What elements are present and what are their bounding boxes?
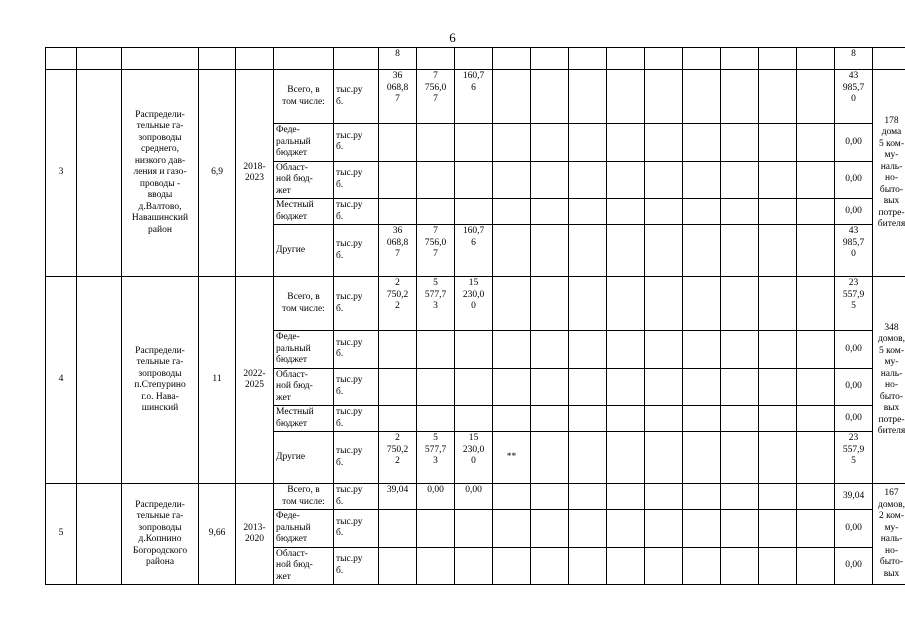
empty-year-cell (607, 124, 645, 162)
project-name: Распредели- тельные га- зопроводы п.Степурино г.о. Нава- шинский (122, 277, 199, 484)
total-cell: 23 557,9 5 (835, 432, 873, 484)
empty-year-cell (569, 277, 607, 331)
empty-year-cell (645, 510, 683, 548)
project-number: 4 (46, 277, 77, 484)
empty-year-cell (721, 331, 759, 369)
value-v1: 2 750,2 2 (379, 277, 417, 331)
empty-year-cell (569, 510, 607, 548)
value-v3 (455, 124, 493, 162)
value-v1 (379, 368, 417, 406)
empty-year-cell (531, 368, 569, 406)
funding-source: Феде- ральный бюджет (274, 331, 334, 369)
note-cell (493, 277, 531, 331)
empty-year-cell (531, 331, 569, 369)
empty-year-cell (607, 406, 645, 432)
empty-year-cell (531, 547, 569, 585)
empty-year-cell (607, 331, 645, 369)
value-v3 (455, 331, 493, 369)
empty-year-cell (759, 510, 797, 548)
empty-year-cell (645, 70, 683, 124)
value-v3: 160,7 6 (455, 225, 493, 277)
header-cell-col8: 8 (379, 48, 417, 70)
project-4-row-0 (46, 277, 905, 331)
empty-year-cell (797, 124, 835, 162)
empty-year-cell (721, 406, 759, 432)
empty-year-cell (607, 199, 645, 225)
empty-year-cell (645, 199, 683, 225)
note-cell (493, 331, 531, 369)
total-cell: 0,00 (835, 331, 873, 369)
note-cell (493, 547, 531, 585)
header-cell (759, 48, 797, 70)
empty-year-cell (797, 225, 835, 277)
empty-year-cell (721, 199, 759, 225)
header-cell (77, 48, 122, 70)
empty-year-cell (531, 484, 569, 510)
empty-year-cell (569, 432, 607, 484)
total-cell: 43 985,7 0 (835, 70, 873, 124)
empty-year-cell (607, 70, 645, 124)
value-v2 (417, 547, 455, 585)
funding-source: Всего, в том числе: (274, 70, 334, 124)
empty-year-cell (607, 368, 645, 406)
funding-source: Местный бюджет (274, 406, 334, 432)
total-cell: 0,00 (835, 368, 873, 406)
value-v1 (379, 124, 417, 162)
value-v2 (417, 161, 455, 199)
empty-year-cell (645, 432, 683, 484)
empty-year-cell (607, 510, 645, 548)
note-cell (493, 161, 531, 199)
unit: тыс.ру б. (334, 432, 379, 484)
funding-source: Феде- ральный бюджет (274, 124, 334, 162)
empty-year-cell (683, 484, 721, 510)
value-v3 (455, 547, 493, 585)
empty-year-cell (531, 161, 569, 199)
empty-cell (77, 484, 122, 585)
value-v1 (379, 331, 417, 369)
total-cell: 0,00 (835, 199, 873, 225)
empty-year-cell (645, 161, 683, 199)
note-cell (493, 406, 531, 432)
empty-year-cell (797, 368, 835, 406)
empty-year-cell (721, 124, 759, 162)
empty-year-cell (759, 277, 797, 331)
header-cell (455, 48, 493, 70)
empty-cell (77, 277, 122, 484)
empty-year-cell (645, 331, 683, 369)
empty-year-cell (645, 484, 683, 510)
empty-year-cell (683, 199, 721, 225)
empty-year-cell (797, 547, 835, 585)
header-cell (645, 48, 683, 70)
value-v2 (417, 368, 455, 406)
value-v2 (417, 199, 455, 225)
value-v2 (417, 406, 455, 432)
empty-year-cell (645, 225, 683, 277)
empty-year-cell (569, 199, 607, 225)
funding-source: Област- ной бюд- жет (274, 547, 334, 585)
value-v3: 160,7 6 (455, 70, 493, 124)
funding-source: Феде- ральный бюджет (274, 510, 334, 548)
empty-year-cell (683, 70, 721, 124)
total-cell: 0,00 (835, 510, 873, 548)
empty-year-cell (569, 161, 607, 199)
project-number: 3 (46, 70, 77, 277)
funding-source: Област- ной бюд- жет (274, 161, 334, 199)
header-cell (236, 48, 274, 70)
unit: тыс.ру б. (334, 124, 379, 162)
total-cell: 0,00 (835, 161, 873, 199)
page-number: 6 (449, 30, 456, 45)
note-cell (493, 70, 531, 124)
empty-year-cell (683, 161, 721, 199)
empty-year-cell (683, 225, 721, 277)
project-name: Распредели- тельные га- зопроводы среднего, низкого дав- ления и газо- проводы - вводы д.Валтово, Навашинский район (122, 70, 199, 277)
value-v1 (379, 161, 417, 199)
empty-year-cell (645, 406, 683, 432)
project-name: Распредели- тельные га- зопроводы д.Копнино Богородского района (122, 484, 199, 585)
value-v1: 36 068,8 7 (379, 70, 417, 124)
value-v2: 5 577,7 3 (417, 277, 455, 331)
value-v2: 7 756,0 7 (417, 70, 455, 124)
empty-year-cell (797, 161, 835, 199)
empty-year-cell (645, 124, 683, 162)
empty-year-cell (569, 368, 607, 406)
header-cell (569, 48, 607, 70)
project-result: 178 дома 5 ком- му- наль- но- быто- вых потре- бителя (873, 70, 905, 277)
project-result: 348 домов, 5 ком- му- наль- но- быто- вых потре- бителя (873, 277, 905, 484)
empty-year-cell (683, 124, 721, 162)
project-5-row-0 (46, 484, 905, 510)
empty-year-cell (569, 331, 607, 369)
empty-year-cell (797, 70, 835, 124)
empty-year-cell (759, 331, 797, 369)
unit: тыс.ру б. (334, 368, 379, 406)
project-length: 11 (199, 277, 236, 484)
value-v2: 0,00 (417, 484, 455, 510)
header-cell (274, 48, 334, 70)
empty-year-cell (721, 510, 759, 548)
empty-year-cell (607, 277, 645, 331)
header-cell (417, 48, 455, 70)
header-row (46, 48, 905, 70)
funding-source: Другие (274, 225, 334, 277)
funding-source: Всего, в том числе: (274, 484, 334, 510)
project-years: 2018- 2023 (236, 70, 274, 277)
empty-year-cell (569, 484, 607, 510)
value-v2: 7 756,0 7 (417, 225, 455, 277)
project-length: 9,66 (199, 484, 236, 585)
empty-year-cell (721, 277, 759, 331)
empty-year-cell (797, 432, 835, 484)
project-number: 5 (46, 484, 77, 585)
project-years: 2022- 2025 (236, 277, 274, 484)
value-v1: 39,04 (379, 484, 417, 510)
note-cell: ** (493, 432, 531, 484)
unit: тыс.ру б. (334, 510, 379, 548)
value-v1 (379, 406, 417, 432)
empty-year-cell (721, 547, 759, 585)
funding-source: Другие (274, 432, 334, 484)
unit: тыс.ру б. (334, 225, 379, 277)
empty-year-cell (759, 547, 797, 585)
header-cell (797, 48, 835, 70)
empty-year-cell (569, 406, 607, 432)
project-length: 6,9 (199, 70, 236, 277)
header-cell-total: 8 (835, 48, 873, 70)
value-v3: 15 230,0 0 (455, 432, 493, 484)
total-cell: 43 985,7 0 (835, 225, 873, 277)
unit: тыс.ру б. (334, 406, 379, 432)
header-cell (122, 48, 199, 70)
value-v2 (417, 510, 455, 548)
total-cell: 23 557,9 5 (835, 277, 873, 331)
empty-year-cell (607, 225, 645, 277)
empty-year-cell (683, 406, 721, 432)
header-cell (46, 48, 77, 70)
total-cell: 0,00 (835, 124, 873, 162)
note-cell (493, 484, 531, 510)
header-cell (334, 48, 379, 70)
empty-year-cell (721, 161, 759, 199)
funding-source: Всего, в том числе: (274, 277, 334, 331)
note-cell (493, 199, 531, 225)
header-cell (607, 48, 645, 70)
header-cell (199, 48, 236, 70)
investment-program-table (45, 47, 905, 585)
header-cell (721, 48, 759, 70)
empty-year-cell (797, 199, 835, 225)
value-v2 (417, 124, 455, 162)
empty-year-cell (683, 368, 721, 406)
empty-cell (77, 70, 122, 277)
empty-year-cell (531, 124, 569, 162)
empty-year-cell (759, 124, 797, 162)
project-years: 2013- 2020 (236, 484, 274, 585)
empty-year-cell (531, 510, 569, 548)
value-v1 (379, 510, 417, 548)
empty-year-cell (759, 484, 797, 510)
empty-year-cell (721, 368, 759, 406)
empty-year-cell (569, 70, 607, 124)
value-v3 (455, 406, 493, 432)
empty-year-cell (797, 484, 835, 510)
empty-year-cell (607, 547, 645, 585)
empty-year-cell (721, 432, 759, 484)
value-v3 (455, 161, 493, 199)
value-v3 (455, 510, 493, 548)
unit: тыс.ру б. (334, 484, 379, 510)
value-v3: 0,00 (455, 484, 493, 510)
empty-year-cell (531, 432, 569, 484)
empty-year-cell (721, 70, 759, 124)
empty-year-cell (683, 331, 721, 369)
empty-year-cell (569, 124, 607, 162)
empty-year-cell (759, 368, 797, 406)
total-cell: 0,00 (835, 547, 873, 585)
empty-year-cell (531, 277, 569, 331)
empty-year-cell (569, 225, 607, 277)
empty-year-cell (531, 199, 569, 225)
empty-year-cell (797, 510, 835, 548)
note-cell (493, 225, 531, 277)
value-v1 (379, 199, 417, 225)
empty-year-cell (607, 161, 645, 199)
header-cell (493, 48, 531, 70)
empty-year-cell (721, 225, 759, 277)
empty-year-cell (759, 199, 797, 225)
value-v1 (379, 547, 417, 585)
empty-year-cell (759, 432, 797, 484)
empty-year-cell (721, 484, 759, 510)
empty-year-cell (683, 277, 721, 331)
value-v2 (417, 331, 455, 369)
funding-source: Област- ной бюд- жет (274, 368, 334, 406)
empty-year-cell (759, 161, 797, 199)
empty-year-cell (531, 225, 569, 277)
note-cell (493, 510, 531, 548)
value-v1: 2 750,2 2 (379, 432, 417, 484)
project-result: 167 домов, 2 ком- му- наль- но- быто- вых (873, 484, 905, 585)
unit: тыс.ру б. (334, 70, 379, 124)
note-cell (493, 368, 531, 406)
value-v3 (455, 199, 493, 225)
empty-year-cell (645, 277, 683, 331)
empty-year-cell (759, 225, 797, 277)
unit: тыс.ру б. (334, 547, 379, 585)
empty-year-cell (797, 406, 835, 432)
empty-year-cell (607, 484, 645, 510)
value-v3 (455, 368, 493, 406)
funding-source: Местный бюджет (274, 199, 334, 225)
empty-year-cell (683, 547, 721, 585)
empty-year-cell (797, 331, 835, 369)
empty-year-cell (683, 432, 721, 484)
value-v3: 15 230,0 0 (455, 277, 493, 331)
empty-year-cell (569, 547, 607, 585)
total-cell: 39,04 (835, 484, 873, 510)
empty-year-cell (645, 547, 683, 585)
unit: тыс.ру б. (334, 161, 379, 199)
empty-year-cell (645, 368, 683, 406)
value-v2: 5 577,7 3 (417, 432, 455, 484)
unit: тыс.ру б. (334, 199, 379, 225)
header-cell (873, 48, 905, 70)
empty-year-cell (683, 510, 721, 548)
empty-year-cell (531, 70, 569, 124)
empty-year-cell (607, 432, 645, 484)
note-cell (493, 124, 531, 162)
value-v1: 36 068,8 7 (379, 225, 417, 277)
unit: тыс.ру б. (334, 277, 379, 331)
empty-year-cell (797, 277, 835, 331)
empty-year-cell (759, 70, 797, 124)
project-3-row-0 (46, 70, 905, 124)
empty-year-cell (759, 406, 797, 432)
header-cell (531, 48, 569, 70)
header-cell (683, 48, 721, 70)
empty-year-cell (531, 406, 569, 432)
total-cell: 0,00 (835, 406, 873, 432)
unit: тыс.ру б. (334, 331, 379, 369)
